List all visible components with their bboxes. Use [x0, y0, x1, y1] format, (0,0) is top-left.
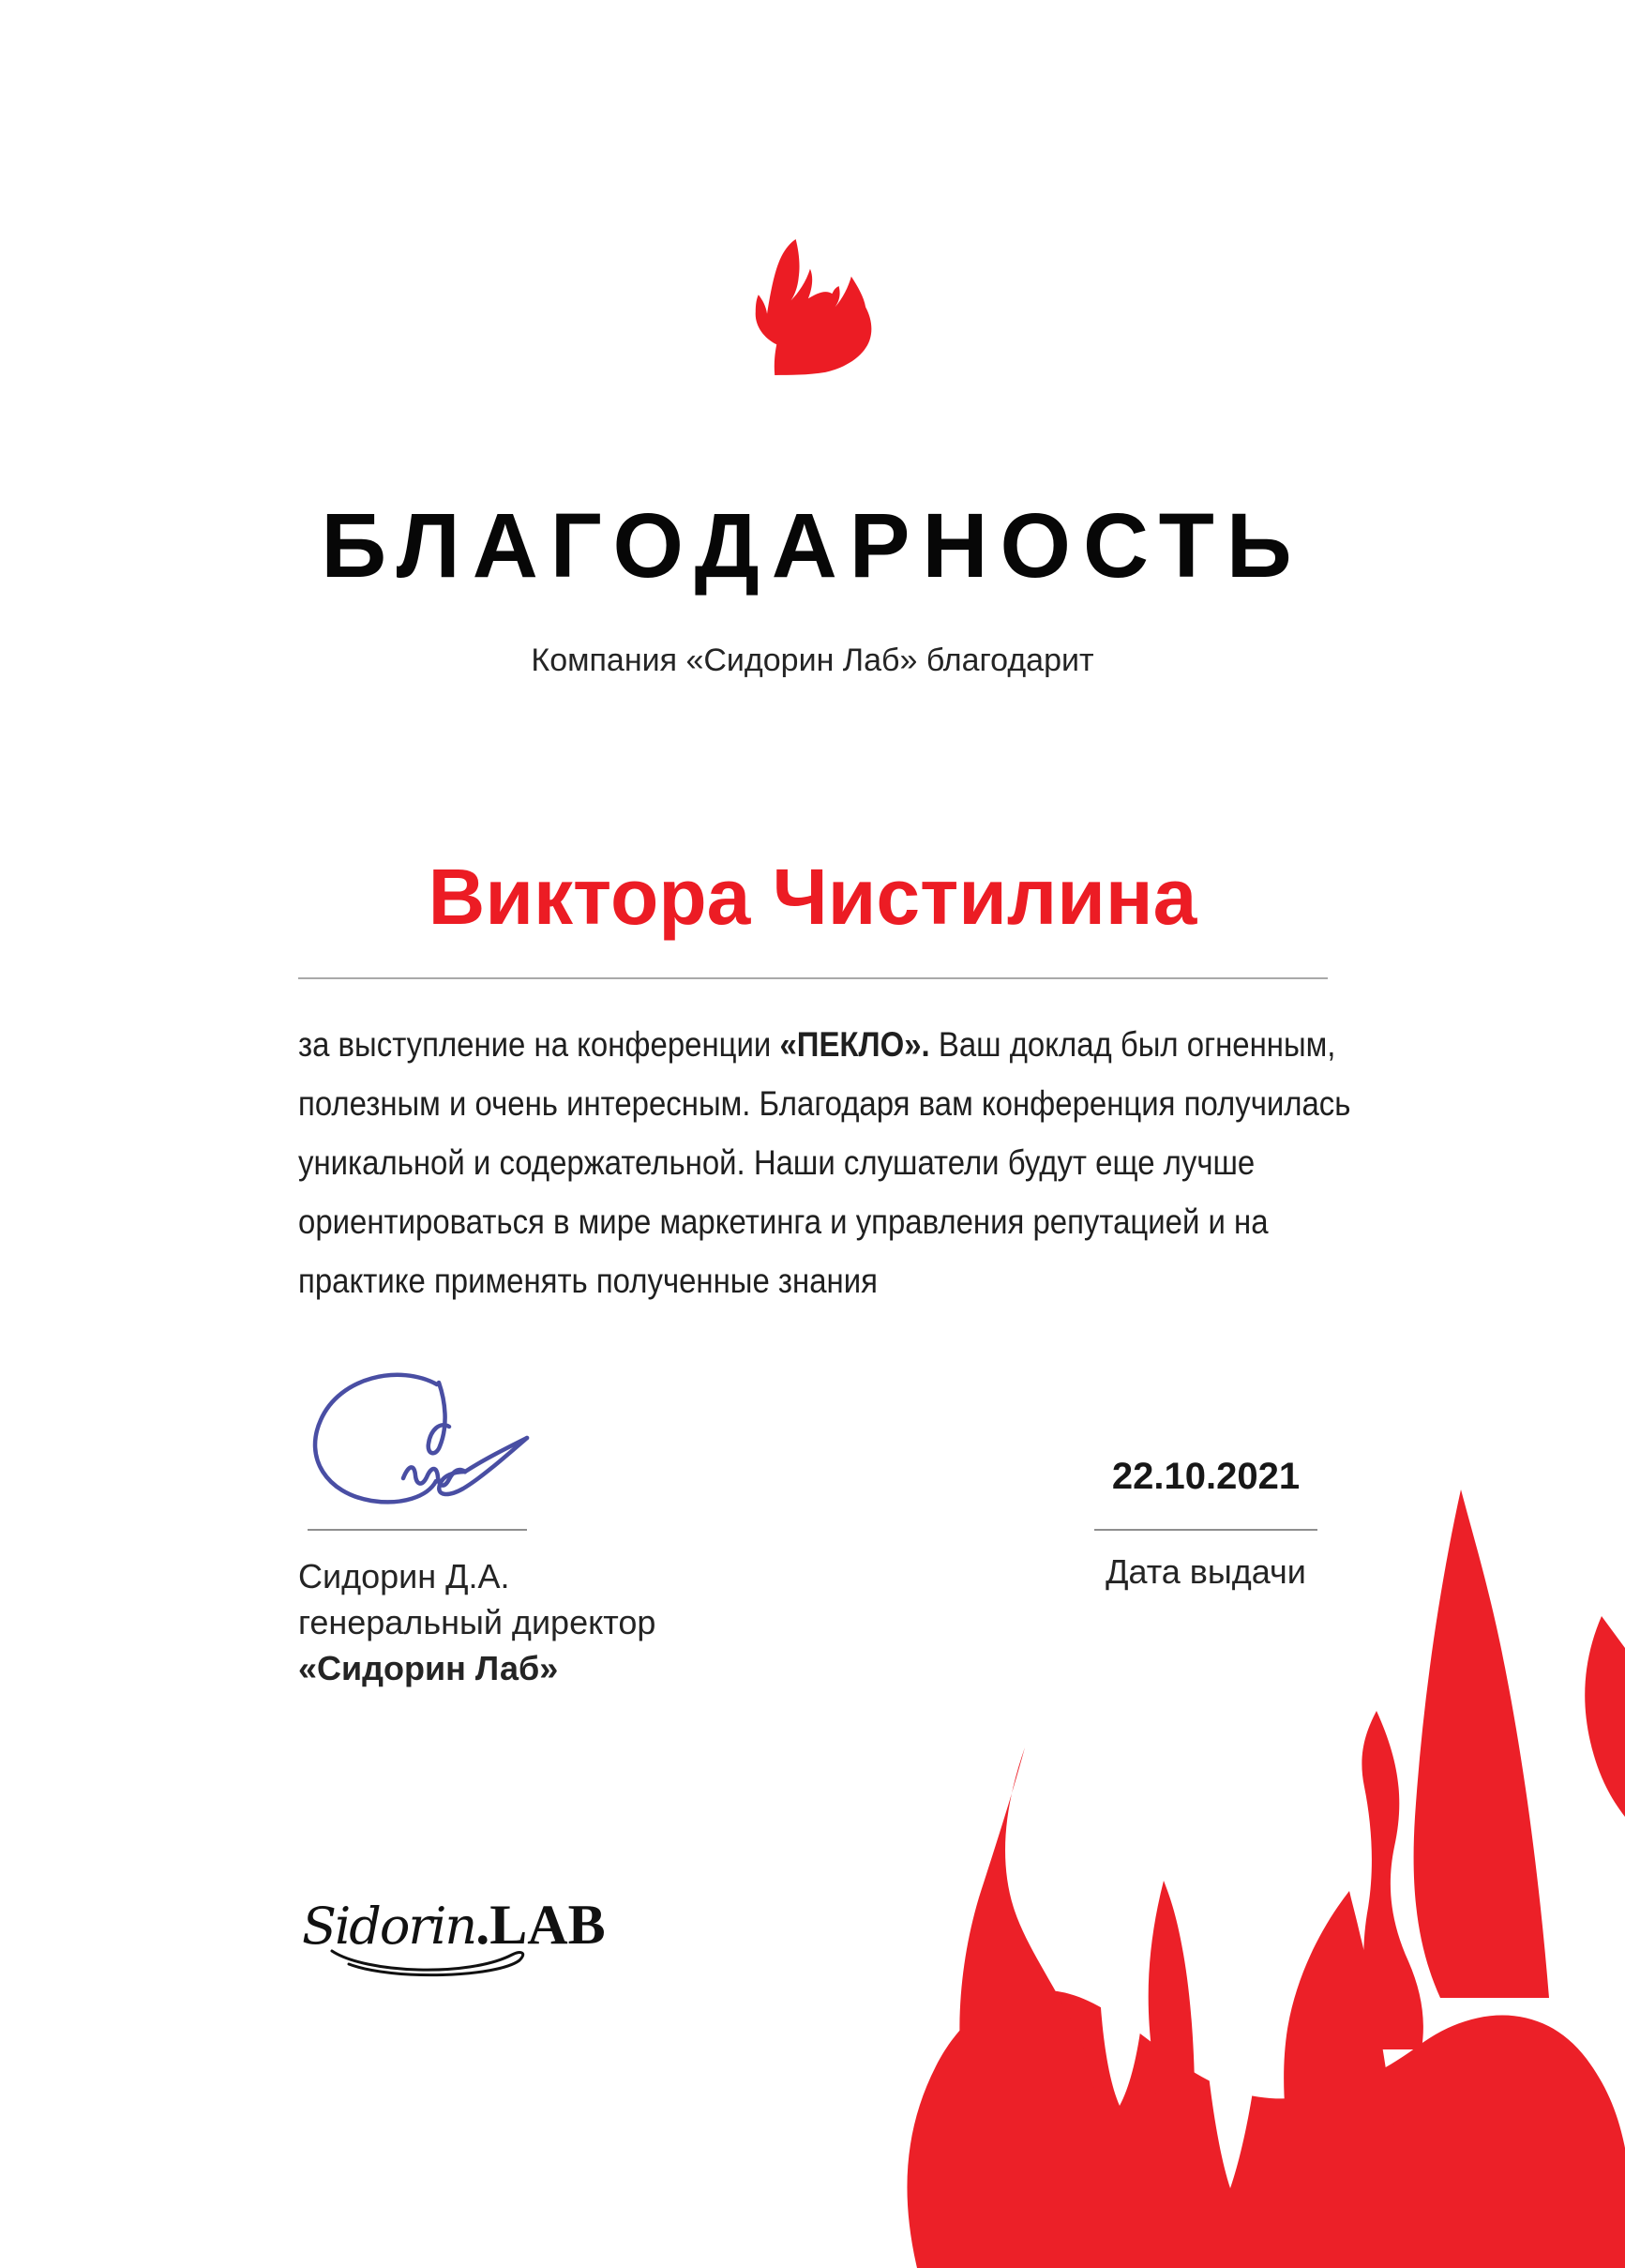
body-line: уникальной и содержательной. Наши слушатели будут еще лучше — [298, 1143, 1256, 1182]
body-line: ориентироваться в мире маркетинга и управления репутацией и на — [298, 1202, 1269, 1241]
signer-position: генеральный директор — [298, 1603, 656, 1641]
sidorin-lab-logo — [302, 1883, 606, 1981]
logo-script-text: Sidorin — [302, 1897, 476, 1956]
conference-name: «ПЕКЛО». — [779, 1025, 930, 1064]
big-flame-decoration-icon — [891, 1487, 1625, 2268]
body-paragraph — [298, 1015, 1351, 1310]
flame-speech-bubble-icon — [750, 239, 874, 378]
issue-date: 22.10.2021 — [1111, 1456, 1301, 1497]
signer-block — [298, 1553, 823, 1691]
body-line: практике применять полученные знания — [298, 1262, 878, 1300]
signature-ink-icon — [298, 1362, 534, 1523]
page-title: БЛАГОДАРНОСТЬ — [321, 494, 1304, 597]
divider-line — [298, 977, 1328, 979]
signer-company: «Сидорин Лаб» — [298, 1649, 559, 1687]
logo-swash-icon — [328, 1942, 530, 1981]
signature-line — [308, 1529, 527, 1531]
body-line: полезным и очень интересным. Благодаря вам конференция получилась — [298, 1084, 1351, 1123]
recipient-name: Виктора Чистилина — [428, 853, 1197, 941]
issue-date-label: Дата выдачи — [1106, 1552, 1306, 1591]
logo-caps-text: .LAB — [475, 1894, 606, 1956]
body-line: за выступление на конференции «ПЕКЛО». Ваш доклад был огненным, — [298, 1025, 1336, 1064]
page-subtitle: Компания «Сидорин Лаб» благодарит — [531, 643, 1094, 678]
signer-name: Сидорин Д.А. — [298, 1557, 510, 1595]
